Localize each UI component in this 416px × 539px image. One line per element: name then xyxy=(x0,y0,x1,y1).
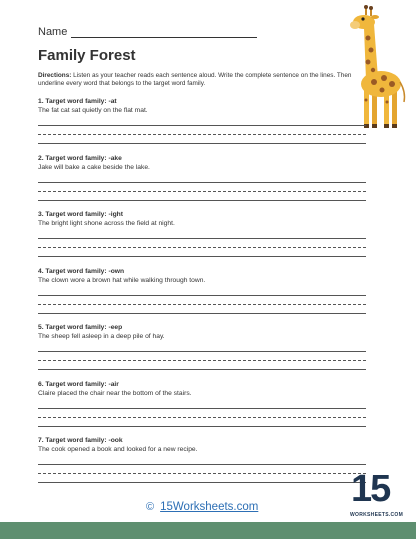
site-link[interactable]: 15Worksheets.com xyxy=(160,501,259,513)
item-title: 7. Target word family: -ook xyxy=(38,437,123,444)
item-title: 3. Target word family: -ight xyxy=(38,211,123,218)
logo-text: WORKSHEETS.COM xyxy=(350,512,404,518)
name-row xyxy=(38,26,257,38)
list-item xyxy=(38,324,370,379)
item-title: 4. Target word family: -own xyxy=(38,267,125,275)
item-title: 6. Target word family: -air xyxy=(38,380,119,388)
writing-line-mid[interactable] xyxy=(38,247,366,248)
footer-link[interactable] xyxy=(146,501,258,513)
writing-line-mid[interactable] xyxy=(38,134,366,135)
item-title: 5. Target word family: -eep xyxy=(38,324,123,331)
writing-line-base[interactable] xyxy=(38,482,366,483)
item-sentence: The cook opened a book and looked for a new recipe. xyxy=(38,446,198,453)
worksheets-logo xyxy=(348,468,404,520)
list-item xyxy=(38,211,370,266)
writing-line-base[interactable] xyxy=(38,313,366,314)
writing-line-base[interactable] xyxy=(38,256,366,257)
list-item xyxy=(38,155,370,210)
writing-line-mid[interactable] xyxy=(38,304,366,305)
page-title: Family Forest xyxy=(38,47,136,64)
writing-line-base[interactable] xyxy=(38,369,366,370)
writing-line-base[interactable] xyxy=(38,200,366,201)
name-label: Name xyxy=(38,26,68,38)
item-sentence: The bright light shone across the field at night. xyxy=(38,220,175,227)
writing-line-base[interactable] xyxy=(38,426,366,427)
item-sentence: The sheep fell asleep in a deep pile of hay. xyxy=(38,333,165,340)
list-item xyxy=(38,98,370,153)
copyright-icon: © xyxy=(146,501,155,513)
directions-text: Listen as your teacher reads each sentence aloud. Write the complete sentence on the lines. Then underline every word that belongs to the target word family. xyxy=(38,72,352,88)
item-list xyxy=(38,96,370,492)
writing-line-mid[interactable] xyxy=(38,417,366,418)
writing-line-top[interactable] xyxy=(38,295,366,296)
footer-bar xyxy=(0,522,416,539)
item-title: 2. Target word family: -ake xyxy=(38,154,122,162)
writing-line-mid[interactable] xyxy=(38,473,366,474)
directions-label: Directions: xyxy=(38,72,72,79)
item-sentence: Claire placed the chair near the bottom of the stairs. xyxy=(38,389,192,397)
item-sentence: Jake will bake a cake beside the lake. xyxy=(38,163,150,171)
list-item xyxy=(38,268,370,323)
writing-line-top[interactable] xyxy=(38,351,366,352)
writing-line-top[interactable] xyxy=(38,408,366,409)
name-line[interactable] xyxy=(71,27,257,38)
writing-line-top[interactable] xyxy=(38,182,366,183)
writing-line-top[interactable] xyxy=(38,238,366,239)
item-sentence: The clown wore a brown hat while walking through town. xyxy=(38,276,206,284)
logo-number: 15 xyxy=(351,468,390,510)
writing-line-mid[interactable] xyxy=(38,191,366,192)
writing-line-top[interactable] xyxy=(38,125,366,126)
directions xyxy=(38,72,378,89)
writing-line-mid[interactable] xyxy=(38,360,366,361)
writing-line-top[interactable] xyxy=(38,464,366,465)
item-title: 1. Target word family: -at xyxy=(38,98,117,105)
list-item xyxy=(38,437,370,492)
writing-line-base[interactable] xyxy=(38,143,366,144)
item-sentence: The fat cat sat quietly on the flat mat. xyxy=(38,107,148,114)
list-item xyxy=(38,381,370,436)
